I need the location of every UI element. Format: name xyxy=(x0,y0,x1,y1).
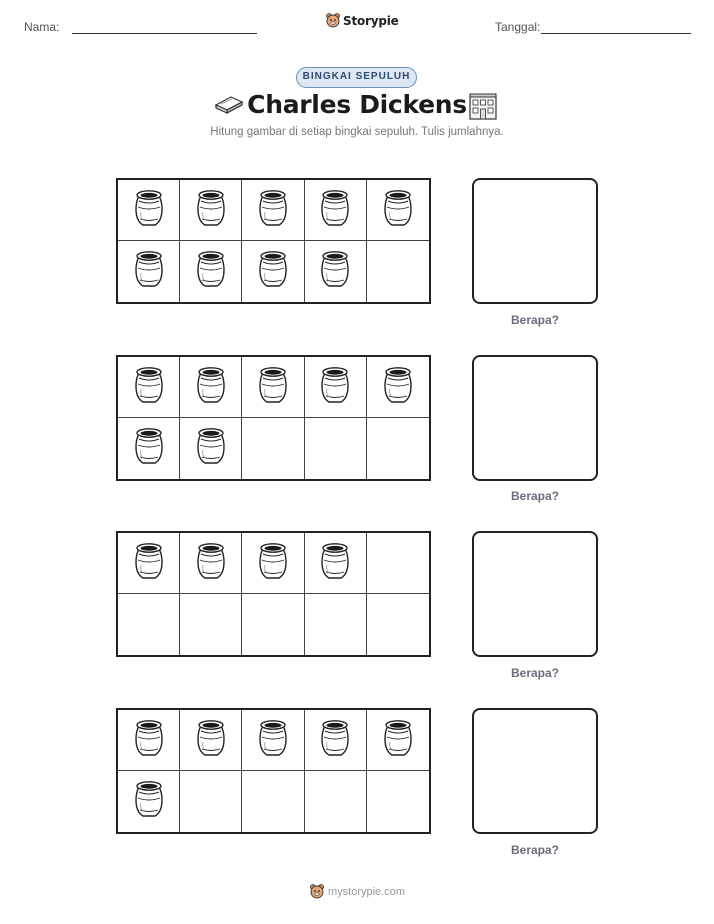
ten-frame-cell xyxy=(305,357,367,418)
ten-frame-cell xyxy=(367,241,429,302)
ten-frame-cell xyxy=(180,710,242,771)
ten-frame-cell xyxy=(305,710,367,771)
ten-frame-cell xyxy=(180,594,242,655)
ten-frame-cell xyxy=(242,594,304,655)
name-line[interactable] xyxy=(72,33,257,34)
ten-frame-cell xyxy=(118,710,180,771)
ten-frame xyxy=(116,355,431,481)
worksheet-badge: BINGKAI SEPULUH xyxy=(296,67,417,88)
ten-frame-cell xyxy=(118,533,180,594)
pot-icon xyxy=(194,248,228,295)
ten-frame-cell xyxy=(367,533,429,594)
instructions: Hitung gambar di setiap bingkai sepuluh. Tulis jumlahnya. xyxy=(210,126,504,138)
footer xyxy=(310,884,405,900)
pot-icon xyxy=(132,540,166,587)
ten-frame xyxy=(116,708,431,834)
footer-url: mystorypie.com xyxy=(328,886,406,898)
answer-label: Berapa? xyxy=(510,313,560,327)
pot-icon xyxy=(381,364,415,411)
ten-frame-cell xyxy=(242,180,304,241)
ten-frame-cell xyxy=(305,241,367,302)
date-label: Tanggal: xyxy=(495,20,541,34)
ten-frame-cell xyxy=(367,710,429,771)
ten-frame-cell xyxy=(305,180,367,241)
storypie-logo xyxy=(326,13,399,29)
pot-icon xyxy=(132,425,166,472)
ten-frame-cell xyxy=(118,418,180,479)
pot-icon xyxy=(132,187,166,234)
answer-label: Berapa? xyxy=(510,489,560,503)
pot-icon xyxy=(256,540,290,587)
ten-frame xyxy=(116,178,431,304)
ten-frame-cell xyxy=(180,771,242,832)
ten-frame-cell xyxy=(305,771,367,832)
ten-frame-cell xyxy=(242,710,304,771)
pot-icon xyxy=(194,540,228,587)
bear-logo-icon xyxy=(326,13,340,29)
ten-frame-cell xyxy=(367,771,429,832)
ten-frame-cell xyxy=(118,357,180,418)
pot-icon xyxy=(256,187,290,234)
ten-frame xyxy=(116,531,431,657)
ten-frame-cell xyxy=(305,594,367,655)
ten-frame-cell xyxy=(305,418,367,479)
answer-box[interactable] xyxy=(472,531,598,657)
pot-icon xyxy=(256,364,290,411)
pot-icon xyxy=(318,717,352,764)
ten-frame-cell xyxy=(118,771,180,832)
ten-frame-cell xyxy=(118,594,180,655)
pot-icon xyxy=(194,364,228,411)
pot-icon xyxy=(318,364,352,411)
pot-icon xyxy=(132,248,166,295)
pot-icon xyxy=(194,717,228,764)
ten-frame-cell xyxy=(305,533,367,594)
pot-icon xyxy=(318,540,352,587)
ten-frame-cell xyxy=(180,533,242,594)
pot-icon xyxy=(256,248,290,295)
pot-icon xyxy=(132,717,166,764)
ten-frame-cell xyxy=(242,533,304,594)
ten-frame-cell xyxy=(118,180,180,241)
bear-footer-icon xyxy=(310,884,324,900)
pot-icon xyxy=(318,248,352,295)
ten-frame-cell xyxy=(180,357,242,418)
logo-text: Storypie xyxy=(343,14,399,28)
pot-icon xyxy=(381,717,415,764)
ten-frame-cell xyxy=(180,180,242,241)
page-title: Charles Dickens xyxy=(247,90,467,119)
answer-box[interactable] xyxy=(472,708,598,834)
pot-icon xyxy=(194,187,228,234)
answer-label: Berapa? xyxy=(510,843,560,857)
ten-frame-cell xyxy=(118,241,180,302)
building-icon xyxy=(467,92,499,120)
ten-frame-cell xyxy=(180,418,242,479)
ten-frame-cell xyxy=(180,241,242,302)
answer-box[interactable] xyxy=(472,178,598,304)
answer-label: Berapa? xyxy=(510,666,560,680)
answer-box[interactable] xyxy=(472,355,598,481)
ten-frame-cell xyxy=(242,418,304,479)
pot-icon xyxy=(381,187,415,234)
pot-icon xyxy=(132,778,166,825)
ten-frame-cell xyxy=(242,357,304,418)
pot-icon xyxy=(194,425,228,472)
ten-frame-cell xyxy=(242,771,304,832)
pot-icon xyxy=(318,187,352,234)
ten-frame-cell xyxy=(367,594,429,655)
name-label: Nama: xyxy=(24,20,60,34)
ten-frame-cell xyxy=(367,418,429,479)
ten-frame-cell xyxy=(242,241,304,302)
date-line[interactable] xyxy=(541,33,691,34)
ten-frame-cell xyxy=(367,357,429,418)
pot-icon xyxy=(132,364,166,411)
ten-frame-cell xyxy=(367,180,429,241)
pot-icon xyxy=(256,717,290,764)
